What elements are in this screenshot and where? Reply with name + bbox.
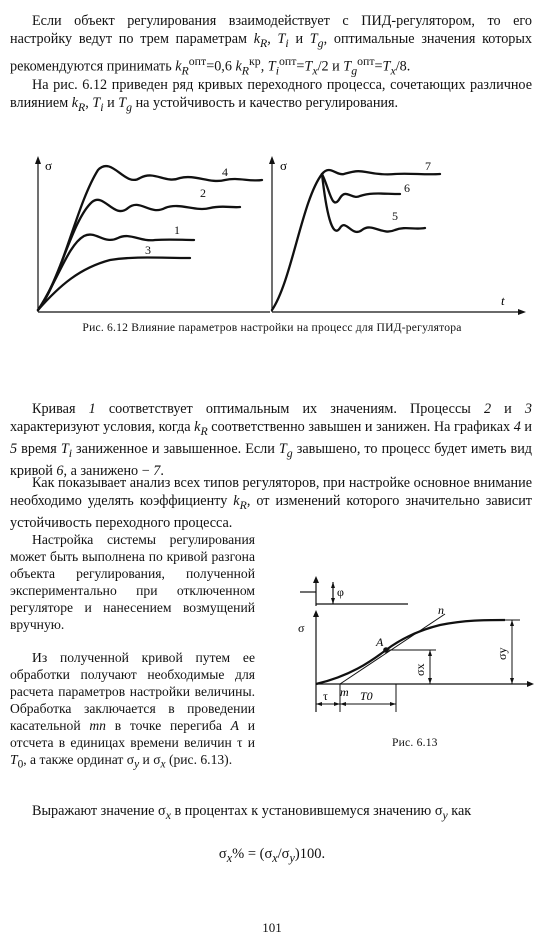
tau-label: τ — [323, 689, 328, 703]
figure-6-13 — [290, 572, 540, 732]
phi-label: φ — [337, 585, 344, 599]
curve-label-2: 2 — [200, 186, 206, 200]
paragraph-5: Настройка системы регулирования может быть выполнена по кривой разгона объекта регулирования, полученной экспериментально при отключенном регуляторе и нанесением возмущений вручную. — [10, 532, 255, 632]
left-y-arrow — [35, 156, 41, 164]
curve-label-5: 5 — [392, 209, 398, 223]
paragraph-7: Выражают значение $\sigma_x$ в процентах к установившемуся значению $\sigma_y$ как — [32, 803, 472, 822]
m-label: m — [340, 685, 349, 699]
paragraph-4: Как показывает анализ всех типов регуляторов, при настройке основное внимание необходимо уделять коэффициенту $k_R$, от изменений которого значительно зависит устойчивость переходного процесса. — [10, 475, 532, 531]
curve-label-7: 7 — [425, 159, 431, 173]
right-y-arrow — [269, 156, 275, 164]
right-axes — [272, 162, 520, 312]
sigma-y-label: σy — [495, 647, 509, 660]
page-number: 101 — [262, 920, 282, 935]
paragraph-1: Если объект регулирования взаимодействует с ПИД-регулятором, то его настройку ведут по трем параметрам $k_R$, $T_i$ и $T_g$, оптимальные значения которых рекомендуются принимать $k_R^{опт}=0,6$ $k_R^{кр}$, $T_i^{опт}=T_x/2$ и $T_g^{опт}=T_x/8$. — [10, 13, 533, 78]
T0-label: T0 — [360, 689, 373, 703]
sigma-x-label: σx — [413, 663, 427, 676]
curve-label-3: 3 — [145, 243, 151, 257]
x-axis-label: t — [501, 293, 505, 308]
left-y-label: σ — [45, 158, 53, 173]
point-A-label: A — [376, 635, 384, 649]
n-label: n — [438, 603, 444, 617]
curve-label-6: 6 — [404, 181, 410, 195]
curve-label-4: 4 — [222, 165, 228, 179]
curve-6 — [322, 174, 400, 202]
curve-1 — [38, 235, 194, 310]
figure-6-13-caption: Рис. 6.13 — [392, 736, 438, 749]
sigma-label: σ — [298, 621, 305, 635]
curve-7 — [272, 170, 440, 310]
paragraph-2: На рис. 6.12 приведен ряд кривых переходного процесса, сочетающих различное влиянием $k_R$, $T_i$ и $T_g$ на устойчивость и качество регулирования. — [10, 77, 532, 114]
paragraph-6: Из полученной кривой путем ее обработки получают необходимые для расчета параметров настройки величины. Обработка заключается в проведении касательной mn в точке перегиба A и отсчета в единицах времени величин τ и $T_0$, а также ординат $\sigma_y$ и $\sigma_x$ (рис. 6.13). — [10, 650, 255, 771]
response-curve — [316, 620, 505, 684]
formula: $\sigma_x\% = (\sigma_x/\sigma_y)100$. — [218, 846, 326, 865]
figure-6-12-caption: Рис. 6.12 Влияние параметров настройки на процесс для ПИД-регулятора — [82, 321, 462, 334]
paragraph-3: Кривая 1 соответствует оптимальным их значениям. Процессы 2 и 3 характеризуют условия, когда $k_R$ соответственно завышен и занижен. На графиках 4 и 5 время $T_i$ заниженное и завышенное. Если $T_g$ завышено, то процесс будет иметь вид кривой 6, а занижено − 7. — [10, 401, 533, 479]
right-y-label: σ — [280, 158, 288, 173]
figure-6-12 — [0, 150, 544, 350]
tangent-mn — [340, 614, 445, 684]
curve-label-1: 1 — [174, 223, 180, 237]
x-arrow — [518, 309, 526, 315]
